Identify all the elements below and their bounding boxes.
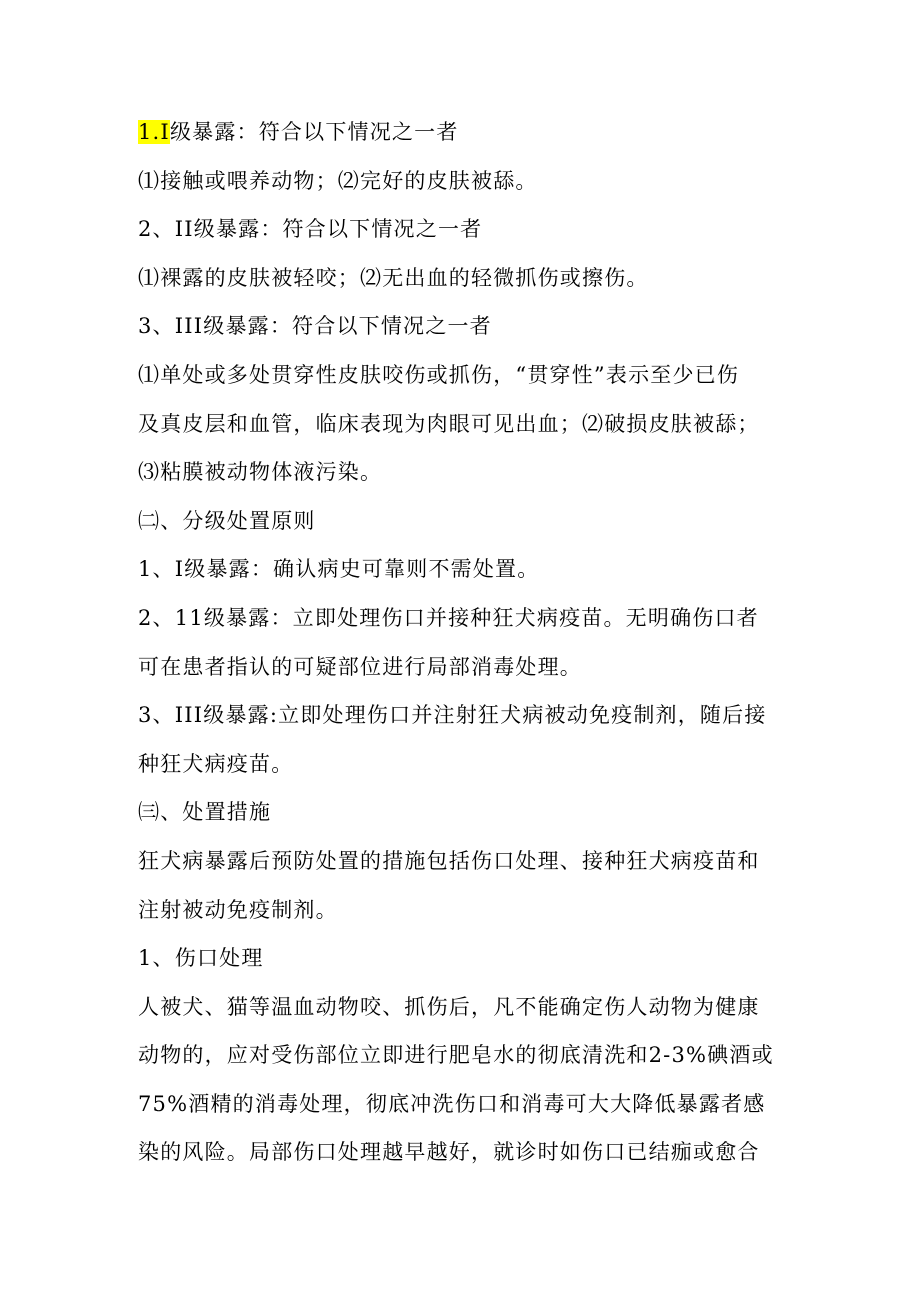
text-line: ⑴接触或喂养动物；⑵完好的皮肤被舔。 (138, 168, 538, 193)
text-line: 1、伤口处理 (138, 946, 264, 971)
document-body (138, 108, 788, 1177)
text-line: ⑴单处或多处贯穿性皮肤咬伤或抓伤，“贯穿性”表示至少已伤 (138, 362, 740, 387)
text-line: 种狂犬病疫苗。 (138, 751, 294, 776)
text-line: 注射被动免疫制剂。 (138, 897, 338, 922)
text-line: 动物的，应对受伤部位立即进行肥皂水的彻底清洗和2-3%碘酒或 (138, 1043, 774, 1068)
text-line: 2、11级暴露：立即处理伤口并接种狂犬病疫苗。无明确伤口者 (138, 605, 759, 630)
text-line: 1、I级暴露：确认病史可靠则不需处置。 (138, 557, 540, 582)
text-line: 2、II级暴露：符合以下情况之一者 (138, 217, 483, 242)
heading-level-1-exposure (138, 108, 788, 157)
text-line: ㈢、处置措施 (138, 800, 272, 825)
text-line: 染的风险。局部伤口处理越早越好，就诊时如伤口已结痂或愈合 (138, 1140, 760, 1165)
text-line: 3、III级暴露：符合以下情况之一者 (138, 314, 492, 339)
text-line: 可在患者指认的可疑部位进行局部消毒处理。 (138, 654, 582, 679)
highlighted-text: 1.I (138, 120, 170, 144)
text-line: ㈡、分级处置原则 (138, 508, 316, 533)
text-line: ⑶粘膜被动物体液污染。 (138, 460, 383, 485)
heading-text: 级暴露：符合以下情况之一者 (169, 120, 459, 144)
text-line: 狂犬病暴露后预防处置的措施包括伤口处理、接种狂犬病疫苗和 (138, 848, 760, 873)
text-line: 及真皮层和血管，临床表现为肉眼可见出血；⑵破损皮肤被舔； (138, 411, 760, 436)
text-line: 3、III级暴露:立即处理伤口并注射狂犬病被动免疫制剂，随后接 (138, 703, 767, 728)
text-line: 75%酒精的消毒处理，彻底冲洗伤口和消毒可大大降低暴露者感 (138, 1091, 766, 1116)
text-line: ⑴裸露的皮肤被轻咬；⑵无出血的轻微抓伤或擦伤。 (138, 265, 649, 290)
text-line: 人被犬、猫等温血动物咬、抓伤后，凡不能确定伤人动物为健康 (138, 994, 760, 1019)
